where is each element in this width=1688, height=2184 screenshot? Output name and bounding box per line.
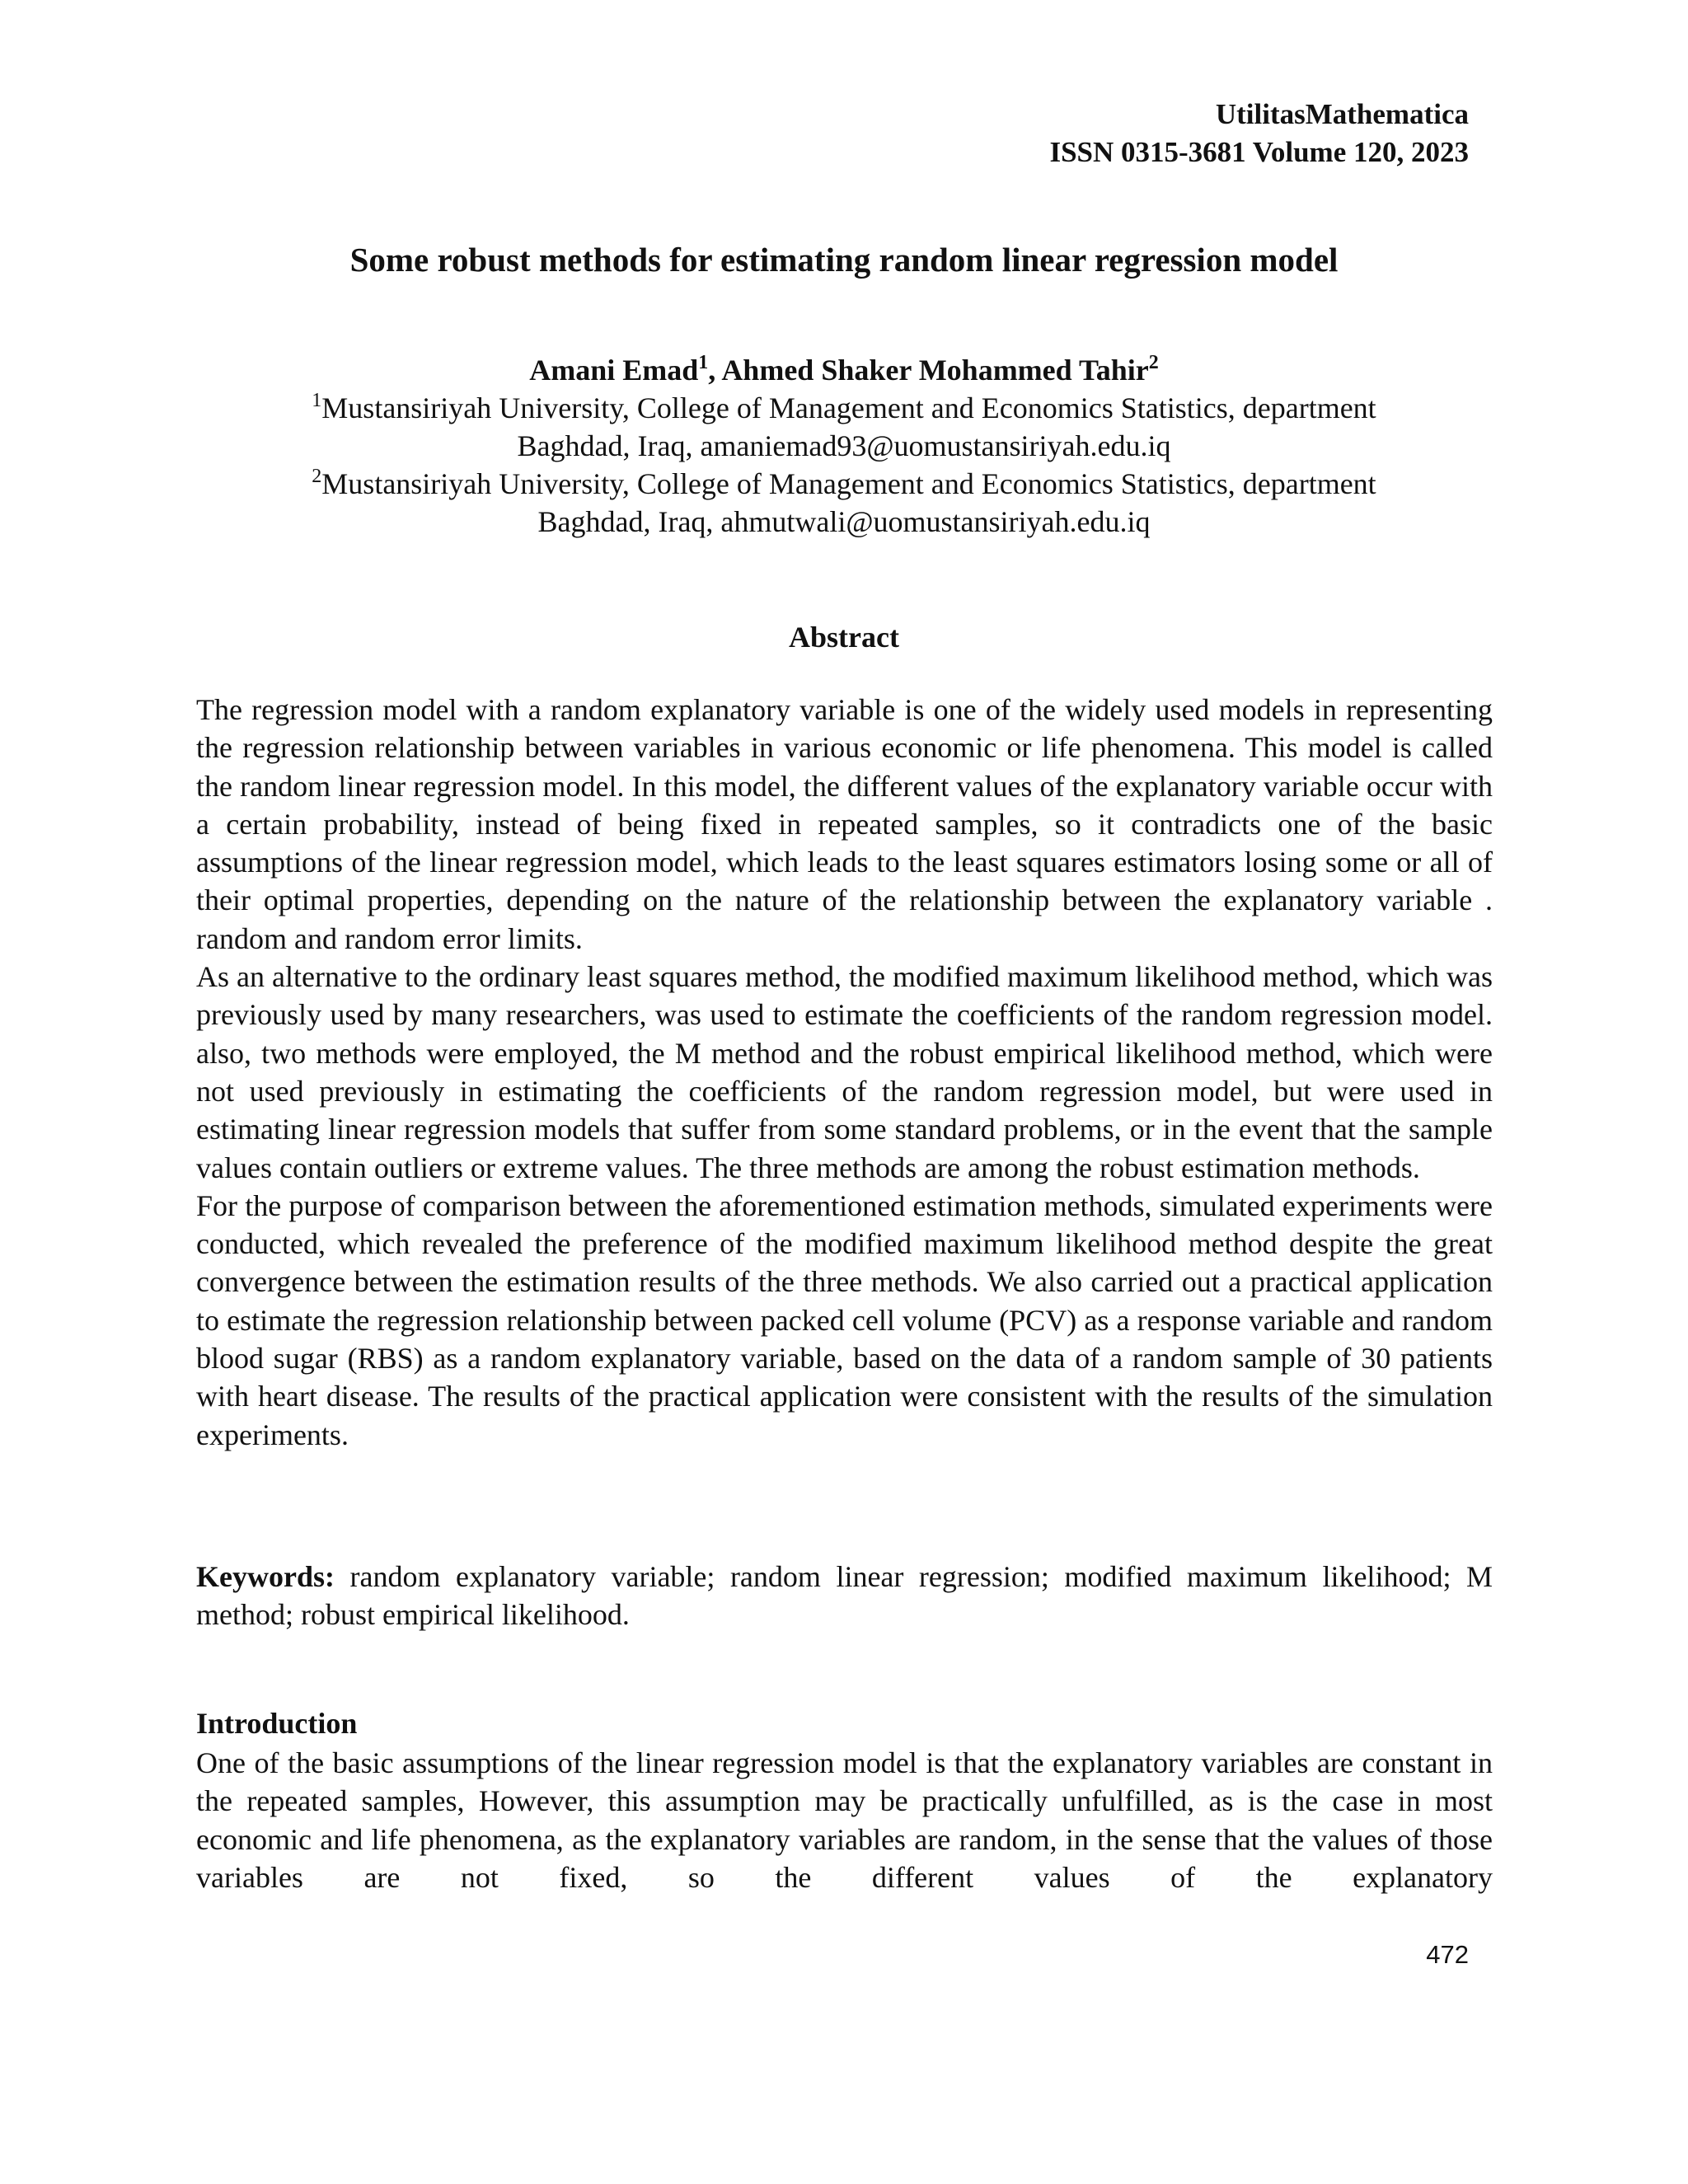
page-number: 472	[1426, 1940, 1469, 1969]
journal-name: UtilitasMathematica	[1215, 98, 1469, 130]
issn-volume: ISSN 0315-3681 Volume 120, 2023	[1049, 136, 1469, 168]
author-block	[0, 351, 1688, 541]
affiliation-2-line-2: Baghdad, Iraq, ahmutwali@uomustansiriyah.edu.iq	[537, 505, 1151, 538]
affiliation-1-line-2: Baghdad, Iraq, amaniemad93@uomustansiriyah.edu.iq	[517, 429, 1171, 462]
author-2-name: Ahmed Shaker Mohammed Tahir	[721, 354, 1149, 387]
affiliation-1-line-1: $^1$Mustansiriyah University, College of Management and Economics Statistics, department	[312, 390, 1376, 424]
journal-header	[1049, 96, 1469, 171]
affiliation-1-sup: 1	[312, 390, 322, 411]
author-2-sup: 2	[1148, 352, 1159, 373]
keywords-block	[196, 1558, 1493, 1634]
abstract-paragraph-1: The regression model with a random explanatory variable is one of the widely used models in representing the regression relationship between variables in various economic or life phenomena. This model is called the random linear regression model. In this model, the different values of the explanatory variable occur with a certain probability, instead of being fixed in repeated samples, so it contradicts one of the basic assumptions of the linear regression model, which leads to the least squares estimators losing some or all of their optimal properties, depending on the nature of the relationship between the explanatory variable . random and random error limits.	[196, 693, 1493, 955]
paper-title: Some robust methods for estimating random linear regression model	[349, 241, 1339, 279]
affiliation-2-sup: 2	[312, 466, 322, 487]
keywords-label: Keywords:	[196, 1560, 335, 1593]
abstract-heading: Abstract	[789, 621, 899, 654]
introduction-body	[196, 1744, 1493, 1896]
abstract-body	[196, 691, 1493, 1454]
author-1-name: Amani Emad	[529, 354, 699, 387]
author-names	[0, 351, 1688, 389]
introduction-heading: Introduction	[196, 1707, 358, 1740]
introduction-paragraph: One of the basic assumptions of the linear regression model is that the explanatory variables are constant in the repeated samples, However, this assumption may be practically unfulfilled, as is the case in most economic and life phenomena, as the explanatory variables are random, in the sense that the values of those variables are not fixed, so the different values of the explanatory	[196, 1746, 1493, 1894]
keywords-text: random explanatory variable; random linear regression; modified maximum likelihood; M method; robust empirical likelihood.	[196, 1560, 1493, 1632]
author-separator: ,	[708, 354, 722, 387]
affiliation-2-line-1: $^2$Mustansiriyah University, College of Management and Economics Statistics, department	[312, 466, 1376, 500]
abstract-paragraph-2: As an alternative to the ordinary least squares method, the modified maximum likelihood method, which was previously used by many researchers, was used to estimate the coefficients of the random regression model. also, two methods were employed, the M method and the robust empirical likelihood method, which were not used previously in estimating the coefficients of the random regression model, but were used in estimating linear regression models that suffer from some standard problems, or in the event that the sample values contain outliers or extreme values. The three methods are among the robust estimation methods.	[196, 960, 1493, 1184]
abstract-paragraph-3: For the purpose of comparison between the aforementioned estimation methods, simulated experiments were conducted, which revealed the preference of the modified maximum likelihood method despite the great convergence between the estimation results of the three methods. We also carried out a practical application to estimate the regression relationship between packed cell volume (PCV) as a response variable and random blood sugar (RBS) as a random explanatory variable, based on the data of a random sample of 30 patients with heart disease. The results of the practical application were consistent with the results of the simulation experiments.	[196, 1188, 1493, 1451]
author-1-sup: 1	[698, 352, 709, 373]
